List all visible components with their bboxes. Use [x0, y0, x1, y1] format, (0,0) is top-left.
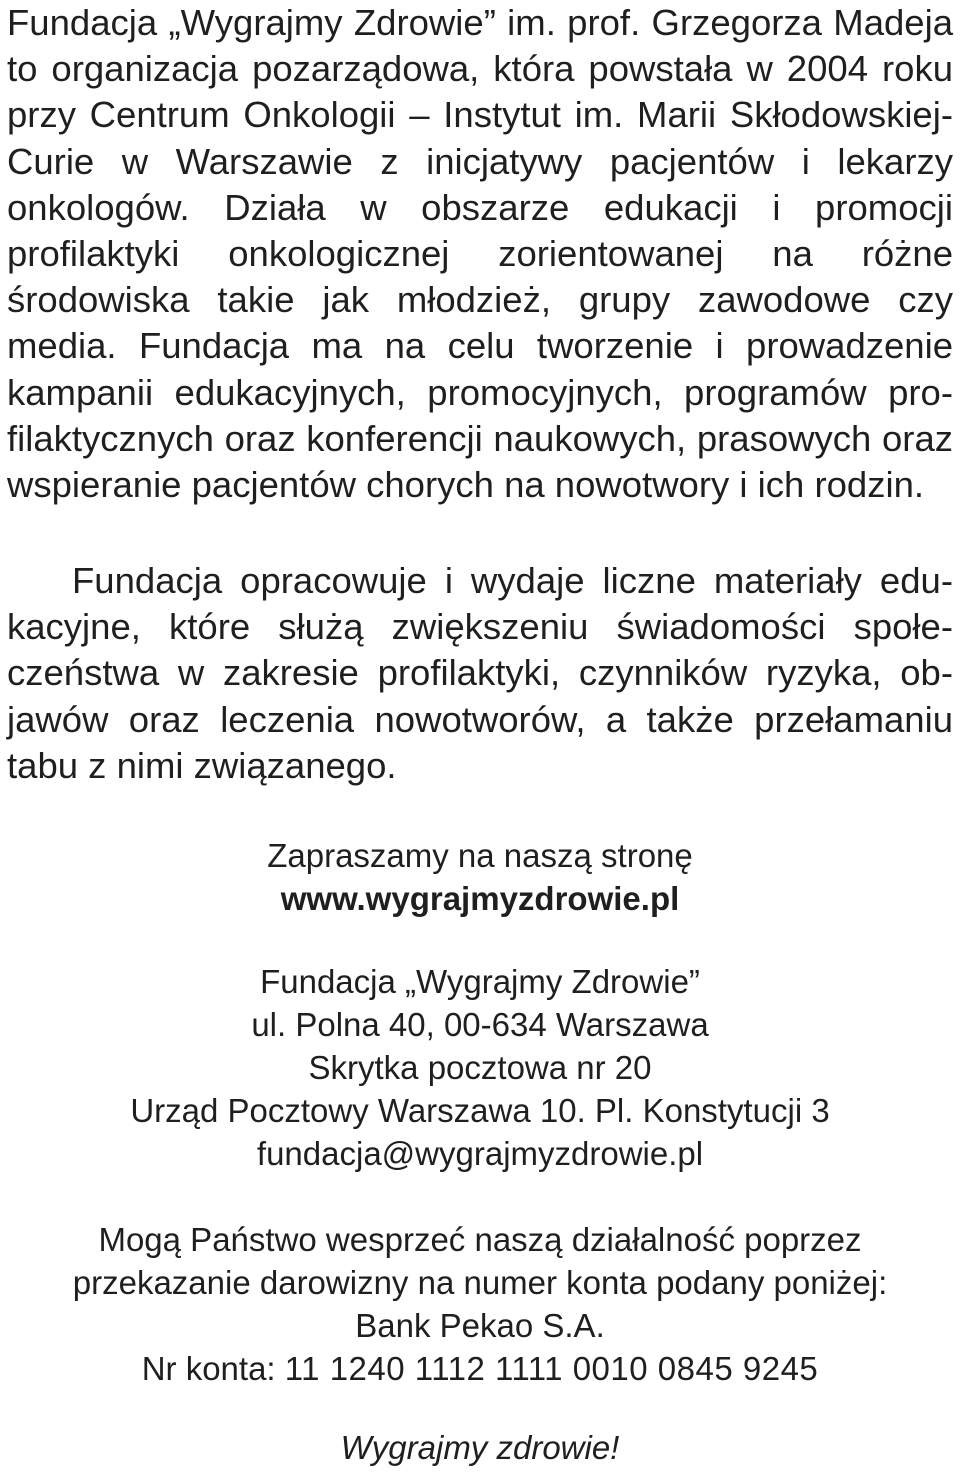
motto: [7, 1426, 953, 1469]
website-link[interactable]: www.wygrajmyzdrowie.pl: [280, 880, 680, 917]
street-address: ul. Polna 40, 00-634 Warszawa: [251, 1006, 709, 1043]
account-number: 11 1240 1112 1111 0010 0845 9245: [284, 1350, 819, 1387]
motto-text: Wygrajmy zdrowie!: [340, 1429, 620, 1466]
foundation-materials-paragraph: Fundacja opracowuje i wydaje liczne materiały edukacyjne, które służą zwiększeniu świadomości społeczeństwa w zakresie profilaktyki, czynników ryzyka, objawów oraz leczenia nowotworów, a także przełamaniu tabu z nimi związanego.: [7, 560, 953, 786]
bank-name: Bank Pekao S.A.: [355, 1307, 605, 1344]
account-label: Nr konta:: [141, 1350, 276, 1387]
po-box: Skrytka pocztowa nr 20: [308, 1049, 652, 1086]
invitation-text: Zapraszamy na naszą stronę: [267, 837, 693, 874]
organization-name: Fundacja „Wygrajmy Zdrowie”: [260, 963, 700, 1000]
donation-info: [7, 1218, 953, 1390]
donation-line-1: Mogą Państwo wesprzeć naszą działalność poprzez: [98, 1221, 862, 1258]
contact-address: [7, 960, 953, 1175]
account-row: [7, 1347, 953, 1390]
foundation-description-paragraph: Fundacja „Wygrajmy Zdrowie” im. prof. Grzegorza Madeja to organizacja pozarządowa, która powstała w 2004 roku przy Centrum Onkologii – Instytut im. Marii Skłodowskiej-Curie w Warszawie z inicjatywy pacjentów i lekarzy onkologów. Działa w obszarze edukacji i promocji profilaktyki onkologicznej zorientowanej na różne środowiska takie jak młodzież, grupy zawodowe czy media. Fundacja ma na celu tworzenie i prowadzenie kampanii edukacyjnych, promocyjnych, programów profilaktycznych oraz konferencji naukowych, prasowych oraz wspieranie pacjentów chorych na nowotwory i ich rodzin.: [7, 2, 953, 506]
post-office: Urząd Pocztowy Warszawa 10. Pl. Konstytucji 3: [130, 1092, 830, 1129]
email-link[interactable]: fundacja@wygrajmyzdrowie.pl: [256, 1135, 704, 1172]
donation-line-2: przekazanie darowizny na numer konta podany poniżej:: [72, 1264, 888, 1301]
website-invitation: [7, 834, 953, 920]
